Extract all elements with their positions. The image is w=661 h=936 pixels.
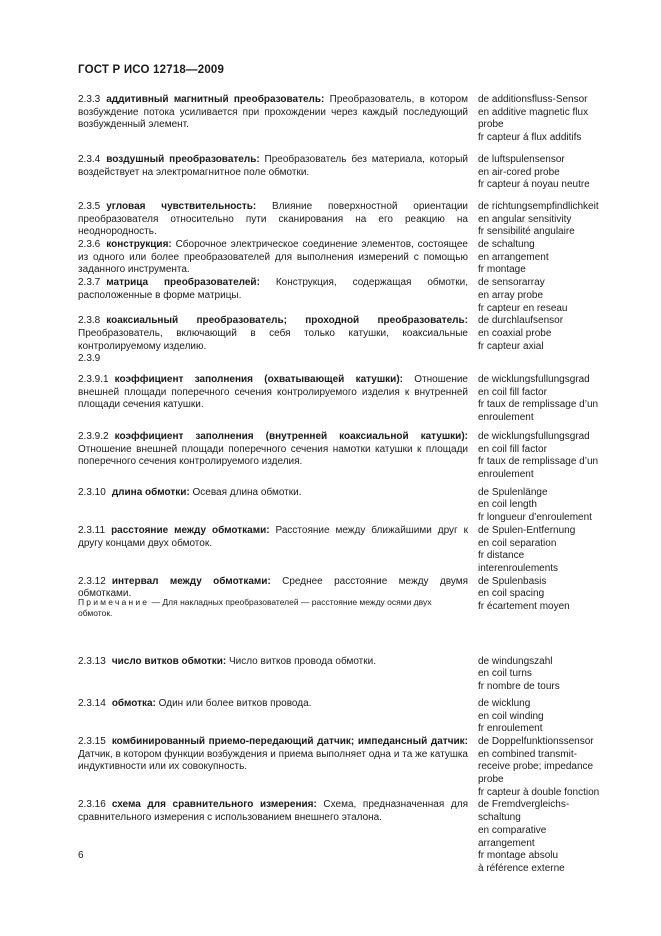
translation-line: de richtungsempfindlichkeit bbox=[478, 200, 599, 212]
term-number: 2.3.3 bbox=[78, 94, 101, 105]
translation-line: probe bbox=[478, 119, 504, 131]
term-definition bbox=[78, 94, 468, 145]
term-name: обмотка: bbox=[111, 697, 156, 709]
translation-line: en coil winding bbox=[478, 710, 544, 722]
term-translations bbox=[478, 576, 618, 614]
term-name: коэффициент заполнения (внутренней коаксиальной катушки): bbox=[114, 430, 468, 442]
translation-line: en coil separation bbox=[478, 537, 557, 549]
term-entry bbox=[78, 736, 618, 800]
translation-line: fr capteur á flux additifs bbox=[478, 132, 582, 144]
term-entry bbox=[78, 239, 618, 277]
term-translations bbox=[478, 698, 618, 736]
term-number: 2.3.13 bbox=[78, 655, 106, 667]
translation-line: fr longueur d’enroulement bbox=[478, 512, 592, 524]
term-text: Преобразователь без материала, который воздействует на электромагнитное поле обмотки. bbox=[78, 153, 468, 178]
term-name: длина обмотки: bbox=[111, 486, 190, 498]
term-entry bbox=[78, 431, 618, 482]
translation-line: de durchlaufsensor bbox=[478, 315, 564, 327]
term-entry bbox=[78, 656, 618, 694]
term-entry bbox=[78, 94, 618, 145]
term-number: 2.3.9.1 bbox=[78, 374, 109, 386]
term-name: комбинированный приемо-передающий датчик; импедансный датчик: bbox=[111, 735, 468, 747]
term-translations bbox=[478, 525, 618, 576]
term-name: схема для сравнительного измерения: bbox=[111, 799, 317, 811]
translation-line: de luftspulensensor bbox=[478, 153, 565, 165]
translation-line: fr distance bbox=[478, 550, 525, 562]
term-definition bbox=[78, 525, 468, 576]
term-translations bbox=[478, 315, 618, 353]
term-entry bbox=[78, 277, 618, 315]
term-entry bbox=[78, 353, 618, 366]
term-text: Преобразователь, включающий в себя только катушки, коаксиальные контролируемому изделию. bbox=[78, 327, 468, 352]
translation-line: de schaltung bbox=[478, 239, 535, 251]
term-text: Отношение внешней площади поперечного сечения намотки катушки к площади поперечного сечения контролируемого изделия. bbox=[78, 443, 468, 468]
translation-line: fr capteur axial bbox=[478, 340, 544, 352]
term-text: Отношение внешней площади поперечного сечения контролируемого изделия к внутренней площади сечения катушки. bbox=[78, 374, 468, 411]
term-text: Датчик, в котором функции возбуждения и приема выполняет одна и та же катушка индуктивности или их совокупность. bbox=[78, 748, 468, 773]
note-lead: Примечание bbox=[78, 597, 150, 607]
note-text: — Для накладных преобразователей — расстояние между осями двух обмоток. bbox=[78, 597, 432, 618]
term-name: аддитивный магнитный преобразователь: bbox=[106, 94, 325, 105]
translation-line: de windungszahl bbox=[478, 655, 553, 667]
translation-line: en air-cored probe bbox=[478, 166, 560, 178]
term-name: матрица преобразователей: bbox=[106, 277, 260, 289]
translation-line: à référence externe bbox=[478, 862, 565, 874]
translation-line: en coil fill factor bbox=[478, 386, 547, 398]
translation-line: fr sensibilité angulaire bbox=[478, 226, 575, 238]
translation-line: de Spulen-Entfernung bbox=[478, 524, 576, 536]
term-name: коэффициент заполнения (охватывающей катушки): bbox=[114, 374, 403, 386]
term-text: Осевая длина обмотки. bbox=[189, 486, 302, 498]
term-entry bbox=[78, 487, 618, 525]
term-definition bbox=[78, 201, 468, 239]
translation-line: de wicklung bbox=[478, 697, 531, 709]
term-entry bbox=[78, 374, 618, 425]
translation-line: schaltung bbox=[478, 812, 521, 824]
translation-line: en combined transmit- bbox=[478, 748, 577, 760]
term-name: конструкция: bbox=[106, 239, 172, 251]
term-translations bbox=[478, 94, 618, 145]
term-name: интервал между обмотками: bbox=[111, 575, 271, 587]
term-number: 2.3.11 bbox=[78, 524, 106, 536]
term-definition bbox=[78, 353, 468, 366]
translation-line: fr taux de remplissage d’un bbox=[478, 399, 599, 411]
term-number: 2.3.6 bbox=[78, 239, 101, 251]
term-number: 2.3.12 bbox=[78, 575, 106, 587]
term-definition bbox=[78, 487, 468, 525]
translation-line: de Spulenlänge bbox=[478, 486, 548, 498]
term-entry bbox=[78, 154, 618, 192]
translation-line: en comparative bbox=[478, 824, 547, 836]
term-number: 2.3.9 bbox=[78, 353, 101, 365]
translation-line: en coil turns bbox=[478, 668, 532, 680]
term-number: 2.3.8 bbox=[78, 315, 101, 327]
term-translations bbox=[478, 799, 618, 875]
term-text: Среднее расстояние между двумя обмотками. bbox=[78, 575, 468, 600]
term-text: Сборочное электрическое соединение элементов, состоящее из одного или более преобразователей для выполнения измерений с помощью заданного инструмента. bbox=[78, 239, 468, 276]
term-number: 2.3.16 bbox=[78, 799, 106, 811]
translation-line: de Fremdvergleichs- bbox=[478, 799, 570, 811]
term-definition bbox=[78, 154, 468, 192]
term-translations bbox=[478, 736, 618, 800]
term-definition bbox=[78, 374, 468, 425]
term-definition bbox=[78, 799, 468, 875]
term-entry bbox=[78, 525, 618, 576]
term-definition bbox=[78, 239, 468, 277]
term-number: 2.3.15 bbox=[78, 735, 106, 747]
term-entry bbox=[78, 315, 618, 353]
translation-line: fr nombre de tours bbox=[478, 681, 560, 693]
term-definition bbox=[78, 736, 468, 800]
term-definition bbox=[78, 277, 468, 315]
term-definition bbox=[78, 698, 468, 736]
translation-line: probe bbox=[478, 774, 504, 786]
translation-line: en array probe bbox=[478, 289, 544, 301]
translation-line: en arrangement bbox=[478, 251, 549, 263]
translation-line: interenroulements bbox=[478, 562, 559, 574]
term-entry bbox=[78, 799, 618, 875]
translation-line: en coil length bbox=[478, 499, 537, 511]
translation-line: fr capteur á noyau neutre bbox=[478, 179, 590, 191]
term-name: коаксиальный преобразователь; проходной преобразователь: bbox=[106, 315, 468, 327]
term-entry bbox=[78, 698, 618, 736]
translation-line: de sensorarray bbox=[478, 277, 545, 289]
translation-line: fr taux de remplissage d’un bbox=[478, 456, 599, 468]
term-definition bbox=[78, 431, 468, 482]
note bbox=[78, 597, 468, 619]
term-name: угловая чувствительность: bbox=[106, 200, 257, 212]
translation-line: de wicklungsfullungsgrad bbox=[478, 374, 590, 386]
term-number: 2.3.5 bbox=[78, 200, 101, 212]
term-translations bbox=[478, 487, 618, 525]
translation-line: en angular sensitivity bbox=[478, 213, 572, 225]
term-translations bbox=[478, 154, 618, 192]
term-name: число витков обмотки: bbox=[111, 655, 227, 667]
translation-line: receive probe; impedance bbox=[478, 761, 594, 773]
page-number: 6 bbox=[78, 850, 84, 861]
translation-line: arrangement bbox=[478, 837, 535, 849]
translation-line: de Spulenbasis bbox=[478, 575, 547, 587]
term-entry bbox=[78, 201, 618, 239]
translation-line: de wicklungsfullungsgrad bbox=[478, 430, 590, 442]
translation-line: de Doppelfunktionssensor bbox=[478, 735, 594, 747]
term-text: Схема, предназначенная для сравнительного измерения с использованием внешнего эталона. bbox=[78, 799, 468, 824]
translation-line: fr montage absolu bbox=[478, 850, 559, 862]
translation-line: en coaxial probe bbox=[478, 327, 552, 339]
term-translations bbox=[478, 656, 618, 694]
term-definition bbox=[78, 315, 468, 353]
term-translations bbox=[478, 374, 618, 425]
term-name: воздушный преобразователь: bbox=[106, 153, 260, 165]
translation-line: de additionsfluss-Sensor bbox=[478, 94, 588, 105]
translation-line: fr montage bbox=[478, 264, 526, 276]
translation-line: fr capteur à double fonction bbox=[478, 786, 600, 798]
term-number: 2.3.4 bbox=[78, 153, 101, 165]
translation-line: en coil spacing bbox=[478, 588, 545, 600]
translation-line: fr enroulement bbox=[478, 723, 543, 735]
term-translations bbox=[478, 201, 618, 239]
translation-line: en additive magnetic flux bbox=[478, 106, 589, 118]
term-number: 2.3.14 bbox=[78, 697, 106, 709]
term-number: 2.3.10 bbox=[78, 486, 106, 498]
page-header: ГОСТ Р ИСО 12718—2009 bbox=[78, 64, 225, 76]
term-translations bbox=[478, 277, 618, 315]
term-definition bbox=[78, 656, 468, 694]
translation-line: fr capteur en reseau bbox=[478, 302, 568, 314]
translation-line: enroulement bbox=[478, 412, 534, 424]
term-text: Преобразователь, в котором возбуждение потока усиливается при прохождении через каждый последующий возбужденный элемент. bbox=[78, 94, 469, 131]
term-translations bbox=[478, 353, 618, 366]
term-text: Число витков провода обмотки. bbox=[226, 655, 376, 667]
translation-line: fr écartement moyen bbox=[478, 601, 570, 613]
translation-line: en coil fill factor bbox=[478, 443, 547, 455]
term-number: 2.3.7 bbox=[78, 277, 101, 289]
term-translations bbox=[478, 431, 618, 482]
term-text: Один или более витков провода. bbox=[155, 697, 312, 709]
term-entries bbox=[78, 94, 618, 876]
translation-line: enroulement bbox=[478, 468, 534, 480]
term-text: Влияние поверхностной ориентации преобразователя относительно пути сканирования на его реакцию на неоднородность. bbox=[78, 200, 468, 238]
term-text: Расстояние между ближайшими друг к другу концами двух обмоток. bbox=[78, 524, 469, 549]
term-translations bbox=[478, 239, 618, 277]
term-name: расстояние между обмотками: bbox=[111, 524, 270, 536]
term-number: 2.3.9.2 bbox=[78, 430, 109, 442]
term-text: Конструкция, содержащая обмотки, расположенные в форме матрицы. bbox=[78, 277, 468, 301]
